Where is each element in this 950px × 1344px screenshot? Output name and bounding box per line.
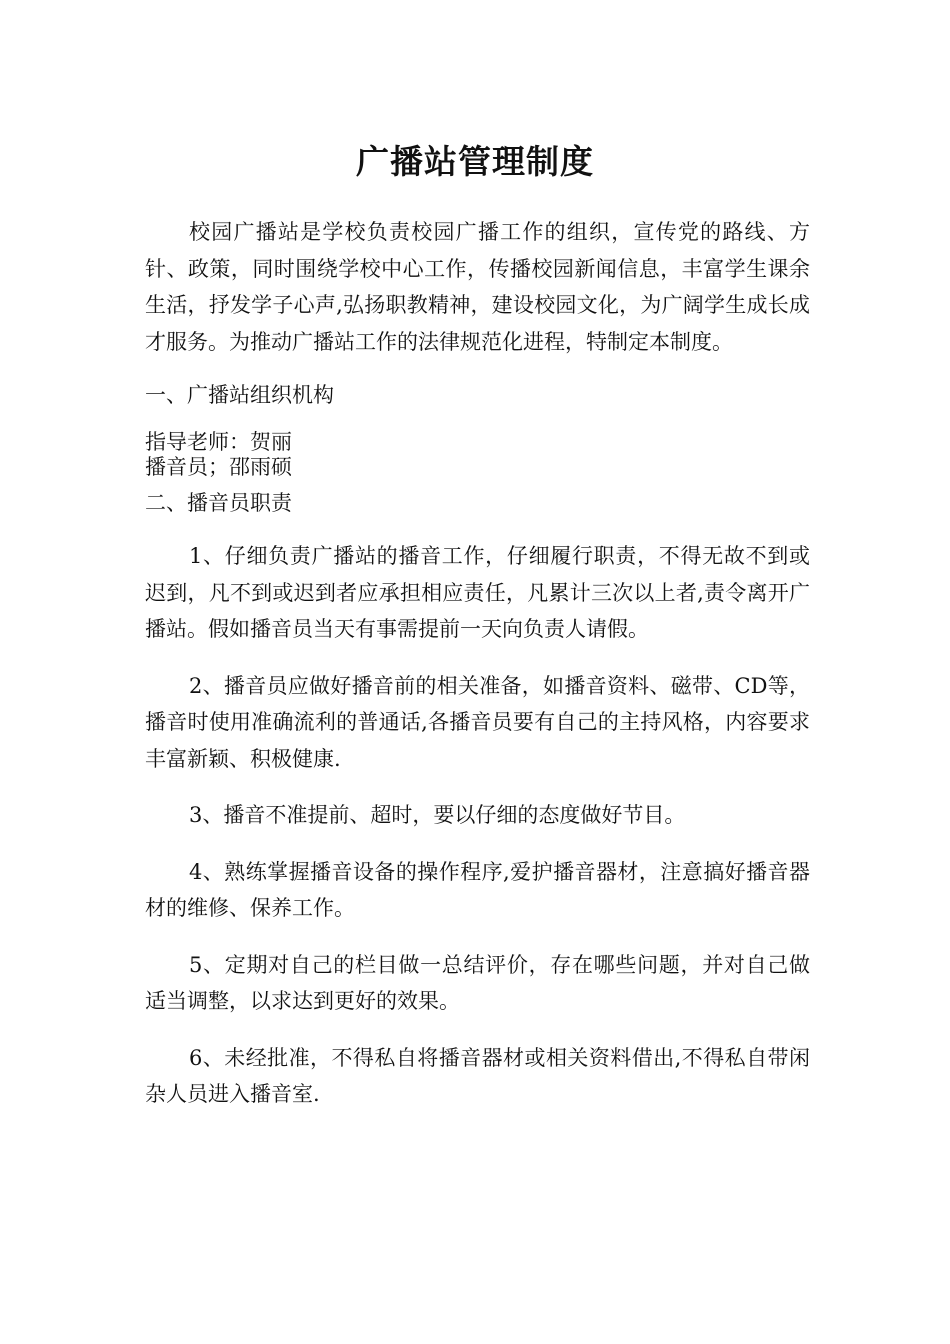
document-title: 广播站管理制度: [356, 142, 594, 181]
intro-paragraph: 校园广播站是学校负责校园广播工作的组织，宣传党的路线、方针、政策，同时围绕学校中心工作，传播校园新闻信息，丰富学生课余生活，抒发学子心声,弘扬职教精神，建设校园文化，为广阔学生成长成才服务。为推动广播站工作的法律规范化进程，特制定本制度。: [145, 220, 810, 354]
duty-item: 6、未经批准，不得私自将播音器材或相关资料借出,不得私自带闲杂人员进入播音室.: [145, 1045, 810, 1106]
duty-item: 1、仔细负责广播站的播音工作，仔细履行职责，不得无故不到或迟到，凡不到或迟到者应承担相应责任，凡累计三次以上者,责令离开广播站。假如播音员当天有事需提前一天向负责人请假。: [145, 544, 810, 641]
document-body: [145, 214, 810, 1113]
duty-item: 5、定期对自己的栏目做一总结评价，存在哪些问题，并对自己做适当调整，以求达到更好的效果。: [145, 952, 810, 1013]
section-heading-organization: 一、广播站组织机构: [145, 383, 334, 407]
duty-item: 4、熟练掌握播音设备的操作程序,爱护播音器材，注意搞好播音器材的维修、保养工作。: [145, 859, 810, 920]
duty-item: 3、播音不准提前、超时，要以仔细的态度做好节目。: [189, 803, 686, 827]
announcer-line: 播音员；邵雨硕: [145, 455, 292, 479]
advisor-line: 指导老师：贺丽: [145, 430, 292, 454]
section-heading-duties: 二、播音员职责: [145, 491, 292, 515]
duty-item: 2、播音员应做好播音前的相关准备，如播音资料、磁带、CD等，播音时使用准确流利的普通话,各播音员要有自己的主持风格，内容要求丰富新颖、积极健康.: [145, 673, 810, 771]
